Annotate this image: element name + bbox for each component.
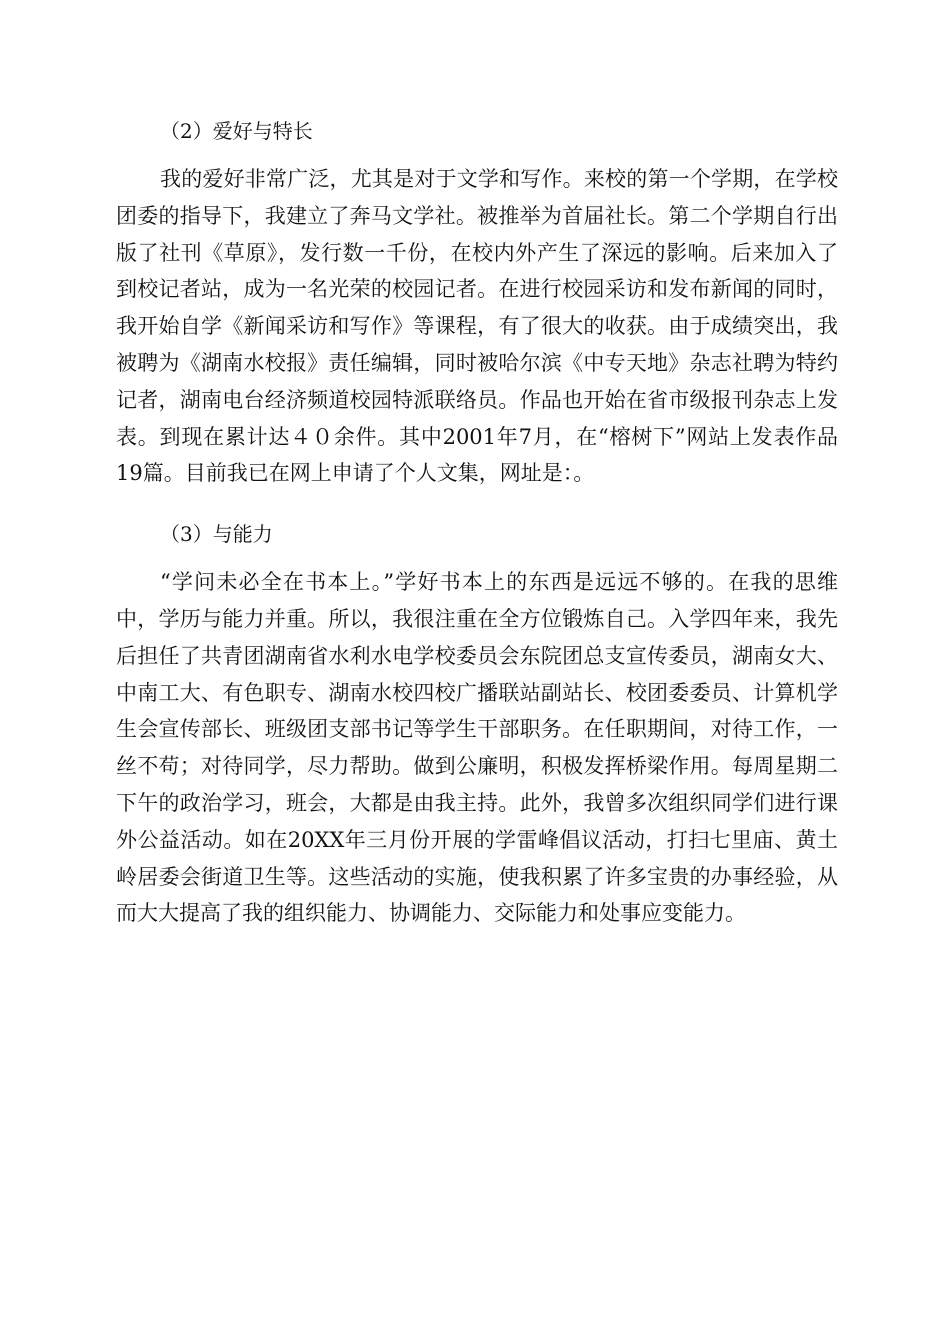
document-page xyxy=(116,111,838,932)
section-heading-hobbies: （2）爱好与特长 xyxy=(160,119,313,143)
section-ability xyxy=(116,514,838,932)
paragraph-hobbies: 我的爱好非常广泛，尤其是对于文学和写作。来校的第一个学期，在学校团委的指导下，我建立了奔马文学社。被推举为首届社长。第二个学期自行出版了社刊《草原》，发行数一千份，在校内外产生了深远的影响。后来加入了到校记者站，成为一名光荣的校园记者。在进行校园采访和发布新闻的同时，我开始自学《新闻采访和写作》等课程，有了很大的收获。由于成绩突出，我被聘为《湖南水校报》责任编辑，同时被哈尔滨《中专天地》杂志社聘为特约记者，湖南电台经济频道校园特派联络员。作品也开始在省市级报刊杂志上发表。到现在累计达４０余件。其中2001年7月，在“榕树下”网站上发表作品19篇。目前我已在网上申请了个人文集，网址是：。 xyxy=(116,167,838,486)
section-hobbies xyxy=(116,111,838,492)
section-heading-ability: （3）与能力 xyxy=(160,522,273,547)
paragraph-ability: “学问未必全在书本上。”学好书本上的东西是远远不够的。在我的思维中，学历与能力并重。所以，我很注重在全方位锻炼自己。入学四年来，我先后担任了共青团湖南省水利水电学校委员会东院团总支宣传委员，湖南女大、中南工大、有色职专、湖南水校四校广播联站副站长、校团委委员、计算机学生会宣传部长、班级团支部书记等学生干部职务。在任职期间，对待工作，一丝不苟；对待同学，尽力帮助。做到公廉明，积极发挥桥梁作用。每周星期二下午的政治学习，班会，大都是由我主持。此外，我曾多次组织同学们进行课外公益活动。如在20XX年三月份开展的学雷峰倡议活动，打扫七里庙、黄土岭居委会街道卫生等。这些活动的实施，使我积累了许多宝贵的办事经验，从而大大提高了我的组织能力、协调能力、交际能力和处事应变能力。 xyxy=(116,570,838,926)
